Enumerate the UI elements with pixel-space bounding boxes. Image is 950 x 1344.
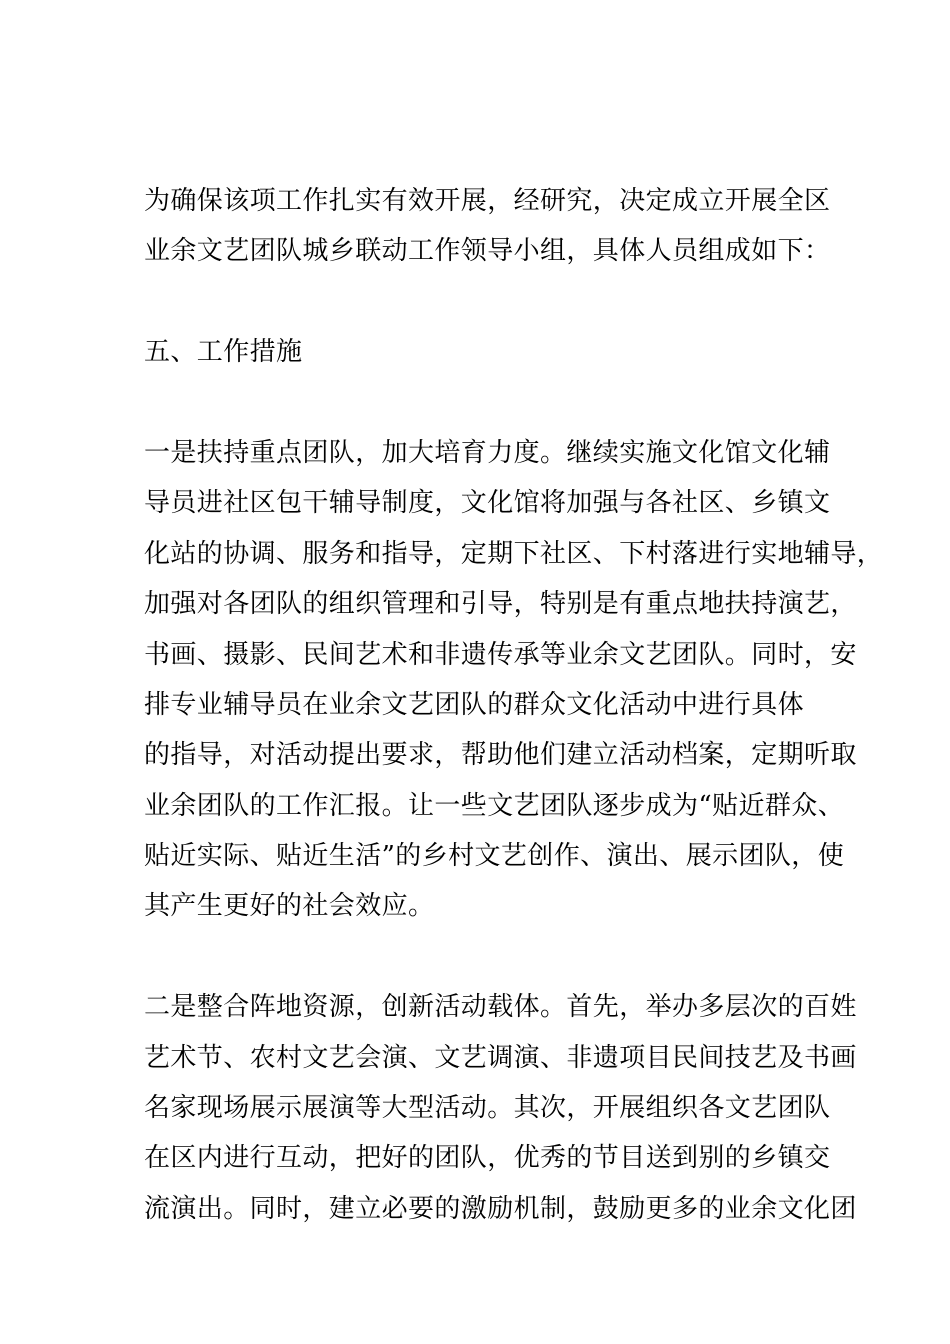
text-line: 的指导，对活动提出要求，帮助他们建立活动档案，定期听取: [144, 740, 857, 771]
paragraph-measure-two: [144, 982, 857, 1234]
text-line: 艺术节、农村文艺会演、文艺调演、非遗项目民间技艺及书画: [144, 1042, 857, 1073]
text-line: 一是扶持重点团队，加大培育力度。继续实施文化馆文化辅: [144, 437, 831, 468]
text-line: 在区内进行互动，把好的团队，优秀的节目送到别的乡镇交: [144, 1143, 831, 1174]
paragraph-gap: [144, 277, 834, 327]
text-line: 加强对各团队的组织管理和引导，特别是有重点地扶持演艺，: [144, 589, 857, 620]
text-line: 排专业辅导员在业余文艺团队的群众文化活动中进行具体: [144, 689, 805, 720]
text-line: 贴近实际、贴近生活”的乡村文艺创作、演出、展示团队，使: [144, 841, 845, 872]
text-line: 化站的协调、服务和指导，定期下社区、下村落进行实地辅导，: [144, 538, 884, 569]
text-line: 二是整合阵地资源，创新活动载体。首先，举办多层次的百姓: [144, 992, 857, 1023]
text-line: 名家现场展示展演等大型活动。其次，开展组织各文艺团队: [144, 1093, 831, 1124]
heading-text: 五、工作措施: [144, 337, 303, 368]
paragraph-measure-one: [144, 428, 884, 932]
paragraph-gap: [144, 378, 834, 428]
text-line: 书画、摄影、民间艺术和非遗传承等业余文艺团队。同时，安: [144, 639, 857, 670]
paragraph-gap: [144, 932, 834, 982]
text-line: 导员进社区包干辅导制度，文化馆将加强与各社区、乡镇文: [144, 488, 831, 519]
paragraph-leading-group: [144, 176, 834, 277]
section-heading: [144, 327, 834, 377]
text-line: 业余文艺团队城乡联动工作领导小组，具体人员组成如下：: [144, 236, 831, 267]
text-line: 为确保该项工作扎实有效开展，经研究，决定成立开展全区: [144, 186, 831, 216]
text-line: 业余团队的工作汇报。让一些文艺团队逐步成为“贴近群众、: [144, 790, 845, 821]
text-line: 流演出。同时，建立必要的激励机制，鼓励更多的业余文化团: [144, 1193, 857, 1224]
document-page: [144, 176, 884, 1234]
text-line: 其产生更好的社会效应。: [144, 891, 435, 922]
